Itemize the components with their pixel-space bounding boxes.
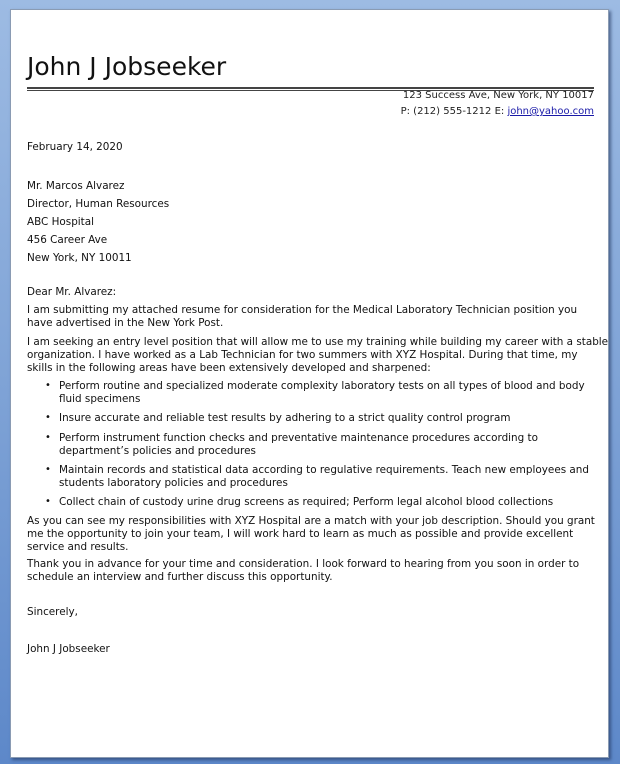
closing: Sincerely, [27,606,78,618]
text-line: organization. I have worked as a Lab Technician for two summers with XYZ Hospital. During that time, my [27,349,578,361]
paragraph-3 [27,515,595,554]
bullet-icon: • [45,412,51,423]
letter-page [10,9,609,758]
email-link[interactable]: john@yahoo.com [507,106,594,117]
letter-date: February 14, 2020 [27,141,123,153]
address-line: 123 Success Ave, New York, NY 10017 [402,90,594,101]
phone-text: P: (212) 555-1212 E: [400,106,508,117]
text-line: Maintain records and statistical data according to regulative requirements. Teach new employees and [59,464,589,476]
text-line: I am submitting my attached resume for consideration for the Medical Laboratory Technician position you [27,304,578,316]
recipient-block [27,177,169,267]
contact-line [401,106,594,117]
text-line: schedule an interview and further discuss this opportunity. [27,571,333,583]
paragraph-4 [27,558,579,584]
bullet-item [45,412,511,425]
bullet-item [45,464,589,490]
bullet-item [45,432,538,458]
bullet-icon: • [45,464,51,475]
bullet-icon: • [45,380,51,391]
recipient-line: New York, NY 10011 [27,252,132,264]
applicant-name: John J Jobseeker [27,52,227,81]
bullet-item [45,380,585,406]
text-line: Insure accurate and reliable test results by adhering to a strict quality control program [59,412,511,424]
text-line: me the opportunity to join your team, I will work hard to learn as much as possible and provide excellent [27,528,574,540]
signature: John J Jobseeker [27,643,110,655]
recipient-line: 456 Career Ave [27,234,108,246]
text-line: Thank you in advance for your time and consideration. I look forward to hearing from you soon in order to [27,558,580,570]
recipient-line: Director, Human Resources [27,198,170,210]
paragraph-1 [27,304,577,330]
text-line: skills in the following areas have been extensively developed and sharpened: [27,362,431,374]
text-line: fluid specimens [59,393,141,405]
recipient-line: ABC Hospital [27,216,95,228]
salutation: Dear Mr. Alvarez: [27,286,117,298]
text-line: As you can see my responsibilities with XYZ Hospital are a match with your job description. Should you grant [27,515,595,527]
bullet-icon: • [45,432,51,443]
text-line: Collect chain of custody urine drug screens as required; Perform legal alcohol blood collections [59,496,554,508]
text-line: I am seeking an entry level position that will allow me to use my training while building my career with a stable [27,336,609,348]
bullet-icon: • [45,496,51,507]
text-line: service and results. [27,541,129,553]
text-line: students laboratory policies and procedures [59,477,288,489]
bullet-item [45,496,554,509]
paragraph-2 [27,336,608,375]
text-line: Perform instrument function checks and preventative maintenance procedures according to [59,432,538,444]
text-line: have advertised in the New York Post. [27,317,224,329]
text-line: department’s policies and procedures [59,445,256,457]
recipient-line: Mr. Marcos Alvarez [27,180,125,192]
text-line: Perform routine and specialized moderate complexity laboratory tests on all types of blood and body [59,380,585,392]
